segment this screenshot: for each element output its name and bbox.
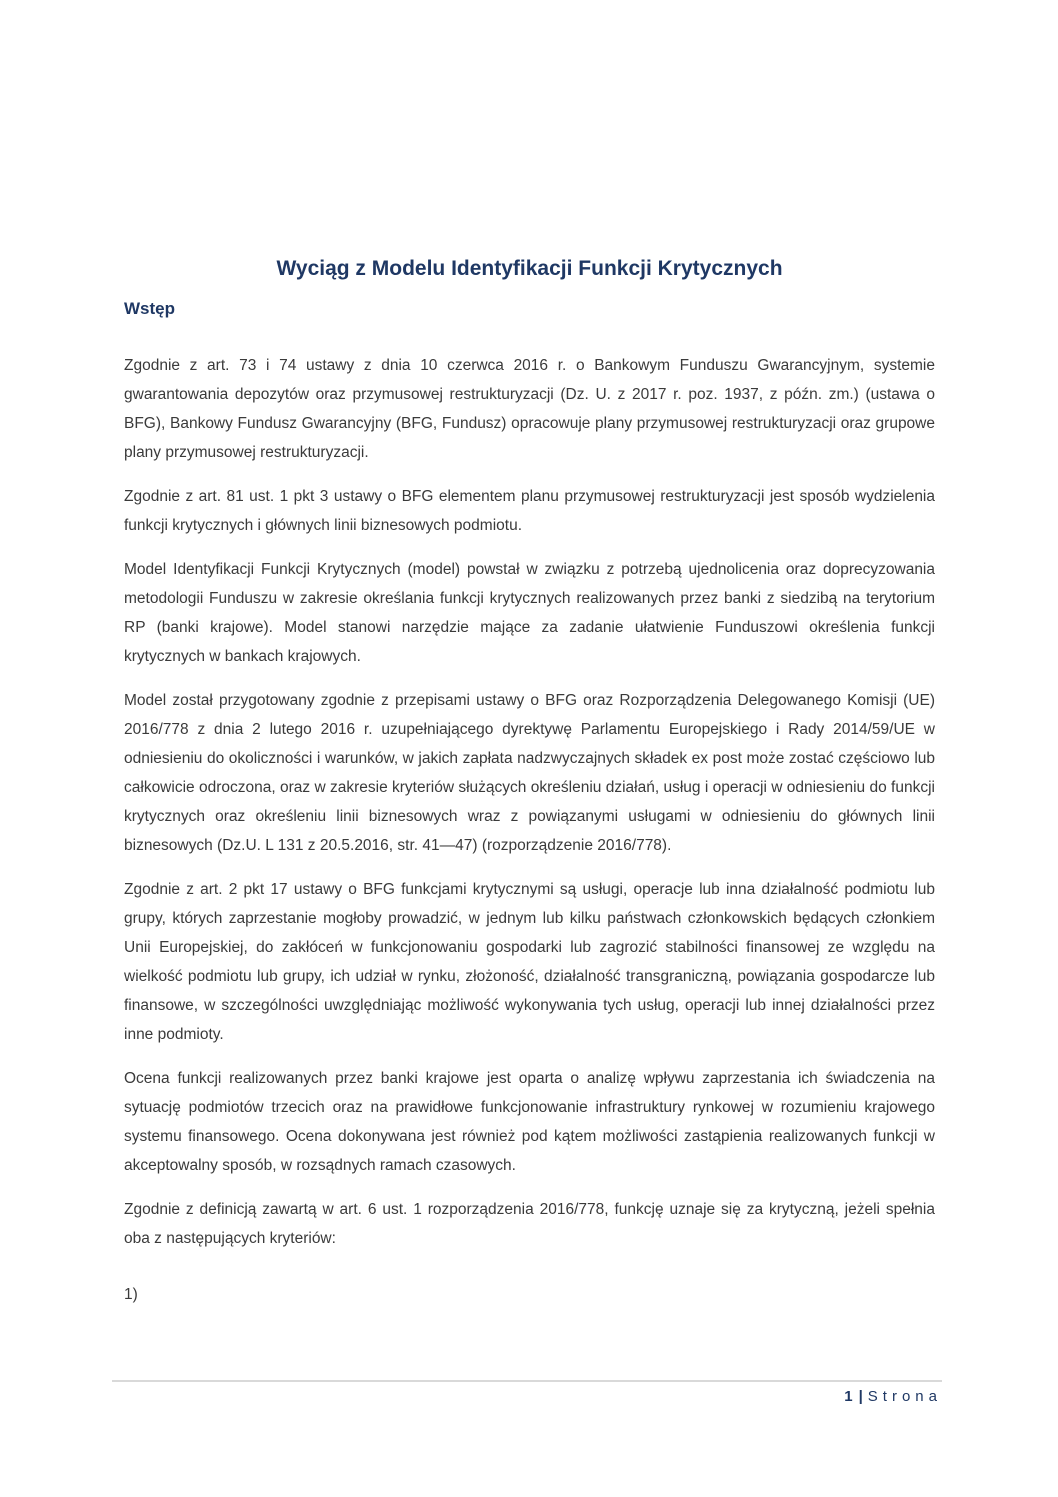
list-item-1-marker: 1) [124, 1286, 138, 1303]
footer-label: Strona [867, 1388, 942, 1405]
paragraph-5: Zgodnie z art. 2 pkt 17 ustawy o BFG funkcjami krytycznymi są usługi, operacje lub inna działalność podmiotu lub grupy, których zaprzestanie mogłoby prowadzić, w jednym lub kilku państwach członkowskich będących członkiem Unii Europejskiej, do zakłóceń w funkcjonowaniu gospodarki lub zagrozić stabilności finansowej ze względu na wielkość podmiotu lub grupy, ich udział w rynku, złożoność, działalność transgraniczną, powiązania gospodarcze lub finansowe, w szczególności uwzględniając możliwość wykonywania tych usług, operacji lub innej działalności przez inne podmioty. [124, 881, 935, 1043]
paragraph-1: Zgodnie z art. 73 i 74 ustawy z dnia 10 czerwca 2016 r. o Bankowym Funduszu Gwarancyjnym, systemie gwarantowania depozytów oraz przymusowej restrukturyzacji (Dz. U. z 2017 r. poz. 1937, z późn. zm.) (ustawa o BFG), Bankowy Fundusz Gwarancyjny (BFG, Fundusz) opracowuje plany przymusowej restrukturyzacji oraz grupowe plany przymusowej restrukturyzacji. [124, 357, 935, 461]
footer-page-number: 1 [844, 1388, 853, 1405]
paragraph-4: Model został przygotowany zgodnie z przepisami ustawy o BFG oraz Rozporządzenia Delegowanego Komisji (UE) 2016/778 z dnia 2 lutego 2016 r. uzupełniającego dyrektywę Parlamentu Europejskiego i Rady 2014/59/UE w odniesieniu do okoliczności i warunków, w jakich zapłata nadzwyczajnych składek ex post może zostać częściowo lub całkowicie odroczona, oraz w zakresie kryteriów służących określeniu działań, usług i operacji w odniesieniu do funkcji krytycznych oraz określeniu linii biznesowych wraz z powiązanymi usługami w odniesieniu do głównych linii biznesowych (Dz.U. L 131 z 20.5.2016, str. 41—47) (rozporządzenie 2016/778). [124, 692, 935, 854]
footer-divider [112, 1380, 942, 1382]
paragraph-6: Ocena funkcji realizowanych przez banki krajowe jest oparta o analizę wpływu zaprzestania ich świadczenia na sytuację podmiotów trzecich oraz na prawidłowe funkcjonowanie infrastruktury rynkowej w rozumieniu krajowego systemu finansowego. Ocena dokonywana jest również pod kątem możliwości zastąpienia realizowanych funkcji w akceptowalny sposób, w rozsądnych ramach czasowych. [124, 1070, 935, 1174]
page-footer [112, 1380, 942, 1407]
footer-separator: | [858, 1388, 863, 1405]
paragraph-3: Model Identyfikacji Funkcji Krytycznych (model) powstał w związku z potrzebą ujednolicenia oraz doprecyzowania metodologii Funduszu w zakresie określania funkcji krytycznych realizowanych przez banki z siedzibą na terytorium RP (banki krajowe). Model stanowi narzędzie mające za zadanie ułatwienie Funduszowi określenia funkcji krytycznych w bankach krajowych. [124, 561, 935, 665]
footer-text [112, 1387, 942, 1407]
section-heading-wstep: Wstęp [124, 299, 175, 318]
page-title: Wyciąg z Modelu Identyfikacji Funkcji Krytycznych [276, 257, 783, 280]
paragraph-7: Zgodnie z definicją zawartą w art. 6 ust. 1 rozporządzenia 2016/778, funkcję uznaje się za krytyczną, jeżeli spełnia oba z następujących kryteriów: [124, 1201, 935, 1247]
paragraph-2: Zgodnie z art. 81 ust. 1 pkt 3 ustawy o BFG elementem planu przymusowej restrukturyzacji jest sposób wydzielenia funkcji krytycznych i głównych linii biznesowych podmiotu. [124, 488, 935, 534]
